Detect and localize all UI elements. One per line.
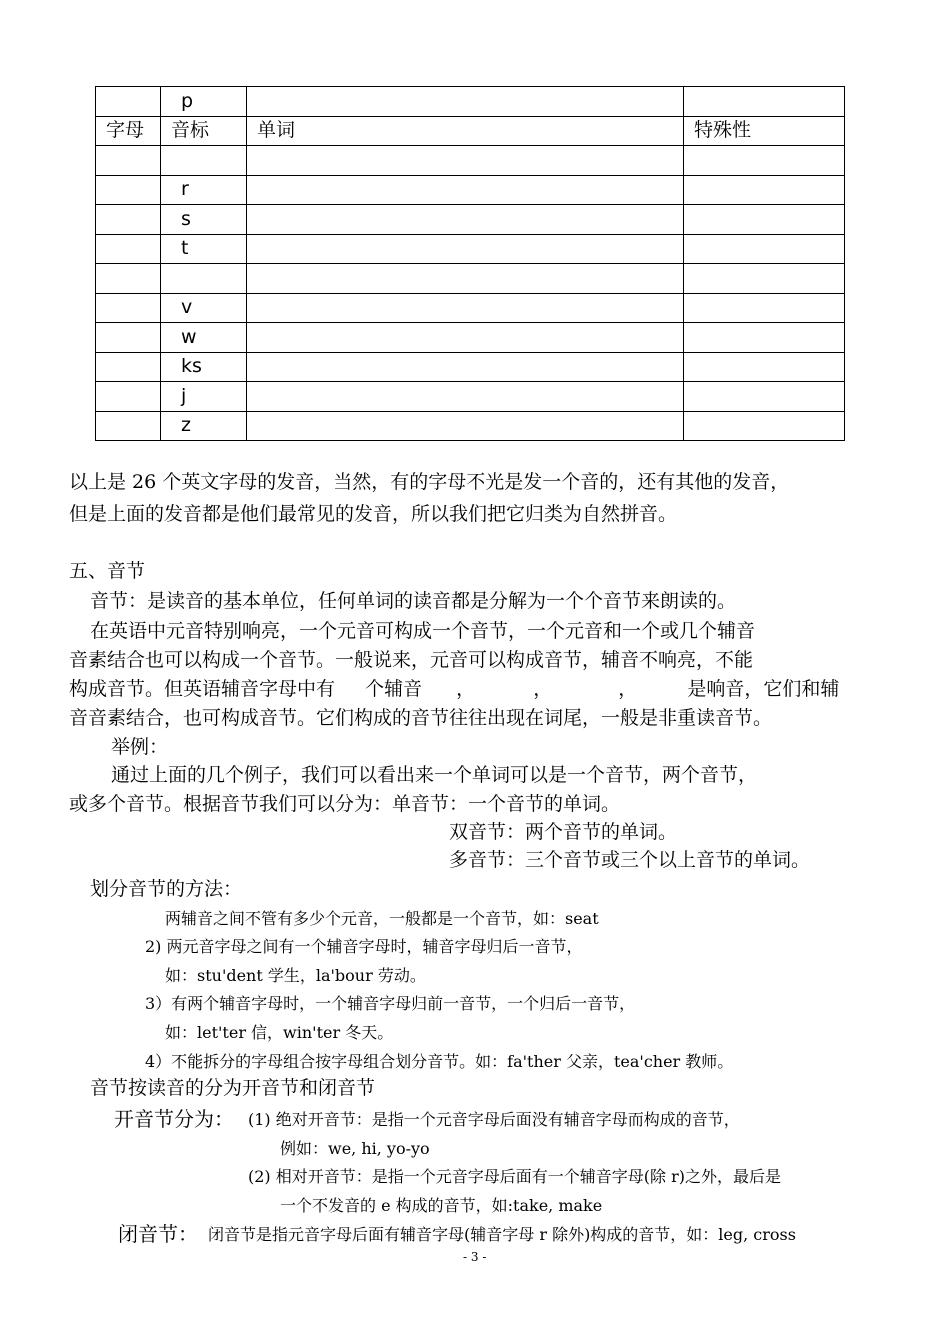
open-syllable-2-line2: 一个不发音的 e 构成的音节，如:take, make [280, 1196, 603, 1215]
method-2-example: 如：stu'dent 学生，la'bour 劳动。 [165, 966, 426, 985]
table-cell [161, 264, 247, 294]
table-cell [247, 323, 684, 353]
text-span: ， [618, 678, 638, 700]
table-cell [96, 175, 161, 205]
table-cell [684, 234, 845, 264]
paragraph-line: 多音节：三个音节或三个以上音节的单词。 [449, 849, 811, 871]
open-syllable-1: (1) 绝对开音节：是指一个元音字母后面没有辅音字母而构成的音节， [248, 1110, 740, 1129]
table-cell: t [161, 234, 247, 264]
table-row [96, 234, 845, 264]
method-4: 4）不能拆分的字母组合按字母组合划分音节。如：fa'ther 父亲，tea'cher 教师。 [145, 1052, 734, 1071]
closed-syllable-text: 闭音节是指元音字母后面有辅音字母(辅音字母 r 除外)构成的音节，如：leg, cross [208, 1225, 796, 1244]
table-cell [247, 175, 684, 205]
table-cell [684, 352, 845, 382]
table-cell: p [161, 87, 247, 117]
table-cell: r [161, 175, 247, 205]
table-cell: 音标 [161, 116, 247, 146]
open-closed-title: 音节按读音的分为开音节和闭音节 [90, 1077, 376, 1099]
table-cell: v [161, 293, 247, 323]
table-cell [96, 293, 161, 323]
table-cell: 字母 [96, 116, 161, 146]
phonics-table [95, 86, 845, 441]
table-cell [96, 411, 161, 441]
paragraph-line: 在英语中元音特别响亮，一个元音可构成一个音节，一个元音和一个或几个辅音 [90, 620, 756, 642]
table-row [96, 146, 845, 176]
table-cell [684, 87, 845, 117]
table-cell [96, 234, 161, 264]
section-heading: 五、音节 [69, 560, 146, 582]
table-cell [96, 382, 161, 412]
table-row [96, 175, 845, 205]
table-cell [96, 205, 161, 235]
table-cell [96, 264, 161, 294]
table-cell [684, 323, 845, 353]
syllable-definition: 音节：是读音的基本单位，任何单词的读音都是分解为一个个音节来朗读的。 [90, 590, 737, 612]
method-title: 划分音节的方法： [90, 878, 243, 900]
table-cell: s [161, 205, 247, 235]
page-number: - 3 - [463, 1250, 487, 1264]
summary-line-2: 但是上面的发音都是他们最常见的发音，所以我们把它归类为自然拼音。 [69, 503, 678, 525]
paragraph-line-gapped [69, 674, 839, 701]
paragraph-line: 或多个音节。根据音节我们可以分为：单音节：一个音节的单词。 [69, 793, 621, 815]
paragraph-line: 通过上面的几个例子，我们可以看出来一个单词可以是一个音节，两个音节， [111, 764, 758, 786]
table-cell [684, 382, 845, 412]
method-2: 2) 两元音字母之间有一个辅音字母时，辅音字母归后一音节， [145, 937, 583, 956]
table-cell: z [161, 411, 247, 441]
table-cell [684, 146, 845, 176]
open-syllable-label: 开音节分为： [114, 1107, 234, 1131]
closed-syllable-label: 闭音节： [118, 1222, 198, 1246]
table-row [96, 264, 845, 294]
table-row [96, 382, 845, 412]
paragraph-line: 音素结合也可以构成一个音节。一般说来，元音可以构成音节，辅音不响亮，不能 [69, 649, 754, 671]
table-cell [684, 293, 845, 323]
table-cell [684, 205, 845, 235]
text-span: 个辅音 [365, 678, 423, 700]
table-cell [247, 146, 684, 176]
table-header-row [96, 116, 845, 146]
text-span: ， [456, 678, 476, 700]
table-cell [247, 264, 684, 294]
table-cell: 单词 [247, 116, 684, 146]
paragraph-line: 双音节：两个音节的单词。 [449, 821, 678, 843]
table-cell [247, 411, 684, 441]
table-row [96, 87, 845, 117]
method-3-example: 如：let'ter 信，win'ter 冬天。 [165, 1023, 394, 1042]
table-cell [247, 205, 684, 235]
open-syllable-1-example: 例如：we, hi, yo-yo [280, 1139, 430, 1158]
table-cell [96, 323, 161, 353]
table-row [96, 323, 845, 353]
example-label: 举例： [111, 736, 169, 758]
text-span: ， [533, 678, 553, 700]
method-1: 两辅音之间不管有多少个元音，一般都是一个音节，如：seat [165, 909, 599, 928]
table-cell [96, 146, 161, 176]
table-cell: j [161, 382, 247, 412]
table-cell [96, 352, 161, 382]
open-syllable-2: (2) 相对开音节：是指一个元音字母后面有一个辅音字母(除 r)之外，最后是 [248, 1167, 781, 1186]
table-cell [161, 146, 247, 176]
phonics-table-body [96, 87, 845, 441]
table-cell [684, 175, 845, 205]
table-cell [684, 264, 845, 294]
table-cell [247, 293, 684, 323]
table-cell [247, 382, 684, 412]
table-cell [96, 87, 161, 117]
text-span: 是响音，它们和辅 [687, 678, 840, 700]
paragraph-line: 音音素结合，也可构成音节。它们构成的音节往往出现在词尾，一般是非重读音节。 [69, 707, 773, 729]
table-row [96, 411, 845, 441]
table-cell [247, 352, 684, 382]
table-cell [247, 234, 684, 264]
table-row [96, 293, 845, 323]
summary-line-1: 以上是 26 个英文字母的发音，当然，有的字母不光是发一个音的，还有其他的发音， [69, 471, 790, 493]
table-cell: 特殊性 [684, 116, 845, 146]
table-cell [684, 411, 845, 441]
table-cell: ks [161, 352, 247, 382]
table-cell [247, 87, 684, 117]
table-row [96, 205, 845, 235]
table-row [96, 352, 845, 382]
table-cell: w [161, 323, 247, 353]
text-span: 构成音节。但英语辅音字母中有 [69, 678, 336, 700]
method-3: 3）有两个辅音字母时，一个辅音字母归前一音节，一个归后一音节， [145, 994, 636, 1013]
